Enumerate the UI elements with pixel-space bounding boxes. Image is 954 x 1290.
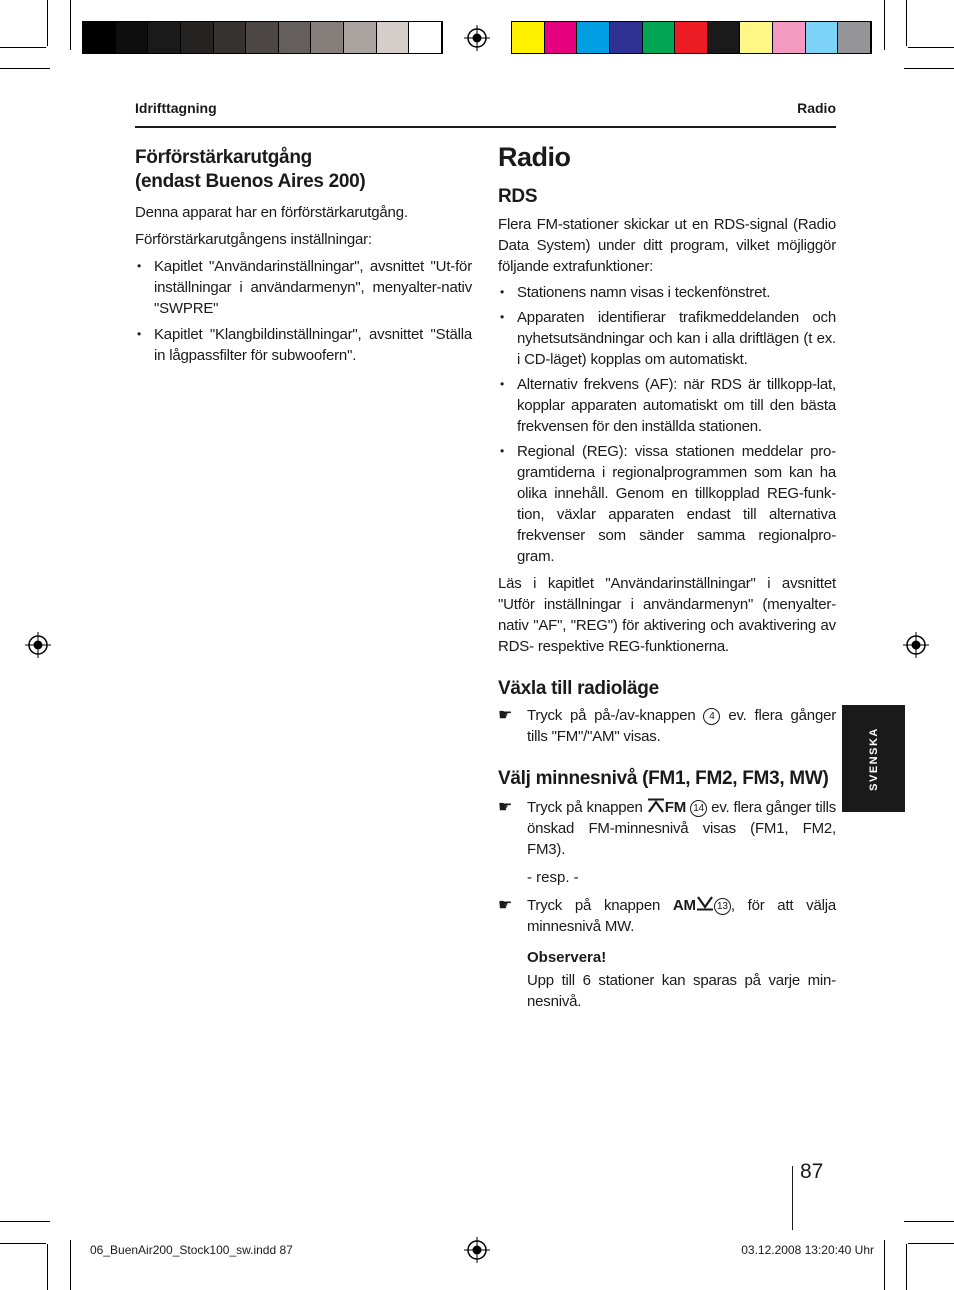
rds-heading: RDS [498, 186, 538, 207]
color-swatch [675, 22, 708, 53]
registration-mark-icon [464, 25, 490, 51]
color-swatch [740, 22, 773, 53]
preamp-paragraph: Denna apparat har en förförstärkarutgång. [135, 204, 408, 221]
resp-text: - resp. - [527, 869, 579, 886]
pointing-hand-icon: ☛ [498, 707, 513, 724]
list-item: • Regional (REG): vissa stationen meddelar pro-gramtiderna i regionalprogrammen som kan ha olika innehåll. Genom en tillkopplad REG-funk-tion, växlar apparaten endast till alternativa frekvenser som sänder samma regionalpro-gram. [498, 441, 836, 567]
grayscale-color-bar [82, 21, 443, 54]
header-rule [135, 126, 836, 128]
step-text: ev. flera gånger tills önskad FM-minnesnivå visas (FM1, FM2, FM3). [527, 799, 837, 858]
color-swatch [83, 22, 116, 53]
preamp-list [135, 256, 472, 366]
list-item: • Kapitlet "Klangbildinställningar", avsnittet "Ställa in lågpassfilter för subwoofern". [135, 324, 472, 366]
note-block [498, 947, 836, 1012]
list-item: • Apparaten identifierar trafikmeddelanden och nyhetsutsändningar och kan i alla driftlägen (t ex. i CD-läget) kopplas om automatiskt. [498, 307, 836, 370]
color-swatch [377, 22, 410, 53]
note-heading: Observera! [527, 949, 607, 966]
color-swatch [577, 22, 610, 53]
memory-heading: Välj minnesnivå (FM1, FM2, FM3, MW) [498, 768, 829, 789]
pointing-hand-icon: ☛ [498, 897, 513, 914]
crop-mark [884, 1240, 885, 1290]
crop-mark [884, 0, 885, 50]
side-tab-label: SVENSKA [867, 726, 880, 791]
fm-key-label: FM [664, 799, 687, 816]
footer-timestamp: 03.12.2008 13:20:40 Uhr [741, 1243, 874, 1257]
crop-mark [70, 0, 71, 50]
button-number-badge: 13 [714, 898, 731, 915]
up-arrow-key-icon [647, 798, 665, 813]
color-swatch [545, 22, 578, 53]
step-text: , för att välja minnesnivå MW. [527, 897, 837, 935]
pointing-hand-icon: ☛ [498, 799, 513, 816]
color-swatch [838, 22, 871, 53]
step-text: Tryck på på-/av-knappen [527, 707, 696, 724]
color-swatch [643, 22, 676, 53]
down-arrow-key-icon [696, 896, 714, 911]
step-text: Tryck på knappen [527, 897, 661, 914]
crop-mark [47, 0, 48, 46]
color-swatch [214, 22, 247, 53]
switch-heading: Växla till radioläge [498, 678, 659, 699]
preamp-heading [135, 146, 472, 194]
preamp-paragraph: Förförstärkarutgångens inställningar: [135, 231, 372, 248]
instruction-step [498, 895, 836, 937]
running-header-right: Radio [797, 100, 836, 116]
crop-mark [47, 1244, 48, 1290]
crop-mark [906, 0, 907, 46]
note-text: Upp till 6 stationer kan sparas på varje min-nesnivå. [527, 972, 836, 1010]
button-number-badge: 4 [703, 708, 720, 725]
color-swatch [181, 22, 214, 53]
process-color-bar [511, 21, 872, 54]
color-swatch [116, 22, 149, 53]
color-swatch [148, 22, 181, 53]
left-column [135, 146, 472, 366]
color-swatch [246, 22, 279, 53]
rds-list [498, 282, 836, 567]
right-column [498, 142, 836, 1012]
crop-mark [0, 1221, 50, 1222]
registration-mark-icon [25, 632, 51, 658]
crop-mark [908, 47, 954, 48]
crop-mark [70, 1240, 71, 1290]
instruction-step [498, 705, 836, 747]
page-number-rule [792, 1166, 793, 1230]
list-item: • Stationens namn visas i teckenfönstret. [498, 282, 836, 303]
color-swatch [773, 22, 806, 53]
crop-mark [904, 1221, 954, 1222]
registration-mark-icon [903, 632, 929, 658]
am-key-label: AM [672, 897, 696, 914]
preamp-heading-line1: Förförstärkarutgång [135, 147, 312, 168]
language-side-tab [842, 705, 905, 812]
step-text: ev. flera gånger tills "FM"/"AM" visas. [527, 707, 837, 745]
color-swatch [806, 22, 839, 53]
page-number: 87 [800, 1160, 824, 1183]
list-item: • Alternativ frekvens (AF): när RDS är tillkopp-lat, kopplar apparaten automatiskt om till den bästa frekvensen för den inställda stationen. [498, 374, 836, 437]
color-swatch [311, 22, 344, 53]
step-text: Tryck på knappen [527, 799, 643, 816]
registration-mark-icon [464, 1237, 490, 1263]
rds-intro: Flera FM-stationer skickar ut en RDS-signal (Radio Data System) under ditt program, vilket möjliggör följande extrafunktioner: [498, 216, 836, 275]
color-swatch [344, 22, 377, 53]
crop-mark [908, 1243, 954, 1244]
crop-mark [904, 68, 954, 69]
color-swatch [708, 22, 741, 53]
crop-mark [906, 1244, 907, 1290]
footer-file-info: 06_BuenAir200_Stock100_sw.indd 87 [90, 1243, 293, 1257]
button-number-badge: 14 [690, 800, 707, 817]
color-swatch [610, 22, 643, 53]
instruction-step [498, 797, 836, 860]
running-header-left: Idrifttagning [135, 100, 217, 116]
page-title: Radio [498, 142, 571, 172]
rds-outro: Läs i kapitlet "Användarinställningar" i avsnittet "Utför inställningar i användarmenyn" (menyalter-nativ "AF", "REG") för aktivering och avaktivering av RDS- respektive REG-funktionerna. [498, 575, 836, 655]
preamp-heading-line2: (endast Buenos Aires 200) [135, 171, 366, 192]
list-item: • Kapitlet "Användarinställningar", avsnittet "Ut-för inställningar i användarmenyn", menyalter-nativ "SWPRE" [135, 256, 472, 319]
color-swatch [512, 22, 545, 53]
color-swatch [409, 22, 442, 53]
crop-mark [0, 1243, 46, 1244]
color-swatch [279, 22, 312, 53]
crop-mark [0, 68, 50, 69]
crop-mark [0, 47, 46, 48]
